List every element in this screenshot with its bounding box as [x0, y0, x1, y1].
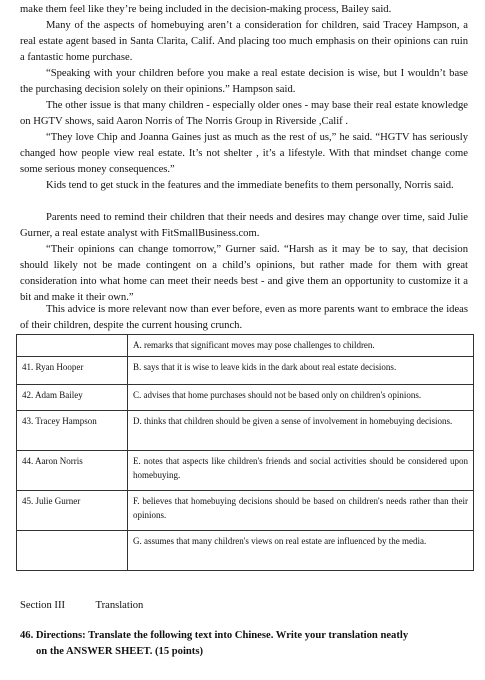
table-row: [17, 491, 474, 531]
person-cell: 44. Aaron Norris: [17, 451, 128, 491]
person-cell: 41. Ryan Hooper: [17, 357, 128, 385]
paragraph-3: “Speaking with your children before you make a real estate decision is wise, but I wouldn’t base the purchasing decision solely on their opinions.” Hampson said.: [20, 68, 468, 95]
directions-line-2: on the ANSWER SHEET. (15 points): [36, 646, 203, 657]
table-row: [17, 357, 474, 385]
option-cell: A. remarks that significant moves may pose challenges to children.: [128, 335, 474, 357]
paragraph-1: make them feel like they’re being included in the decision-making process, Bailey said.: [20, 4, 392, 15]
person-cell: 45. Julie Gurner: [17, 491, 128, 531]
option-cell: B. says that it is wise to leave kids in the dark about real estate decisions.: [128, 357, 474, 385]
table-row: [17, 451, 474, 491]
option-cell: D. thinks that children should be given a sense of involvement in homebuying decisions.: [128, 411, 474, 451]
section-heading: [20, 600, 171, 611]
paragraph-8: “Their opinions can change tomorrow,” Gurner said. “Harsh as it may be to say, that decision should likely not be made contingent on a child’s opinions, but rather made for them with great consideration into what home can meet their needs best - and give them an opportunity to customize it a bit and make it their own.”: [20, 244, 468, 303]
table-row: [17, 531, 474, 571]
paragraph-6: Kids tend to get stuck in the features and the immediate benefits to them personally, Norris said.: [46, 180, 454, 191]
directions-line-1: 46. Directions: Translate the following text into Chinese. Write your translation neatly: [20, 630, 409, 641]
option-cell: G. assumes that many children's views on real estate are influenced by the media.: [128, 531, 474, 571]
paragraph-9: This advice is more relevant now than ever before, even as more parents want to embrace the ideas of their children, despite the current housing crunch.: [20, 304, 468, 331]
person-cell: [17, 335, 128, 357]
table-row: [17, 411, 474, 451]
section-title: Translation: [95, 600, 144, 611]
paragraph-5: “They love Chip and Joanna Gaines just as much as the rest of us,” he said. “HGTV has seriously changed how people view real estate. It’s not shelter , it’s a lifestyle. With that mindset change come some serious money consequences.”: [20, 132, 468, 175]
person-cell: 43. Tracey Hampson: [17, 411, 128, 451]
option-cell: E. notes that aspects like children's friends and social activities should be considered upon homebuying.: [128, 451, 474, 491]
matching-table: [16, 334, 474, 571]
paragraph-4: The other issue is that many children - especially older ones - may base their real estate knowledge on HGTV shows, said Aaron Norris of The Norris Group in Riverside ,Calif .: [20, 100, 468, 127]
table-row: [17, 385, 474, 411]
person-cell: 42. Adam Bailey: [17, 385, 128, 411]
paragraph-7: Parents need to remind their children that their needs and desires may change over time, said Julie Gurner, a real estate analyst with FitSmallBusiness.com.: [20, 212, 468, 239]
directions: [20, 628, 468, 660]
option-cell: C. advises that home purchases should not be based only on children's opinions.: [128, 385, 474, 411]
option-cell: F. believes that homebuying decisions should be based on children's needs rather than their opinions.: [128, 491, 474, 531]
section-label: Section III: [20, 600, 66, 611]
paragraph-2: Many of the aspects of homebuying aren’t a consideration for children, said Tracey Hampson, a real estate agent based in Santa Clarita, Calif. And placing too much emphasis on their opinions can ruin a fantastic home purchase.: [20, 20, 468, 63]
table-row: [17, 335, 474, 357]
person-cell: [17, 531, 128, 571]
